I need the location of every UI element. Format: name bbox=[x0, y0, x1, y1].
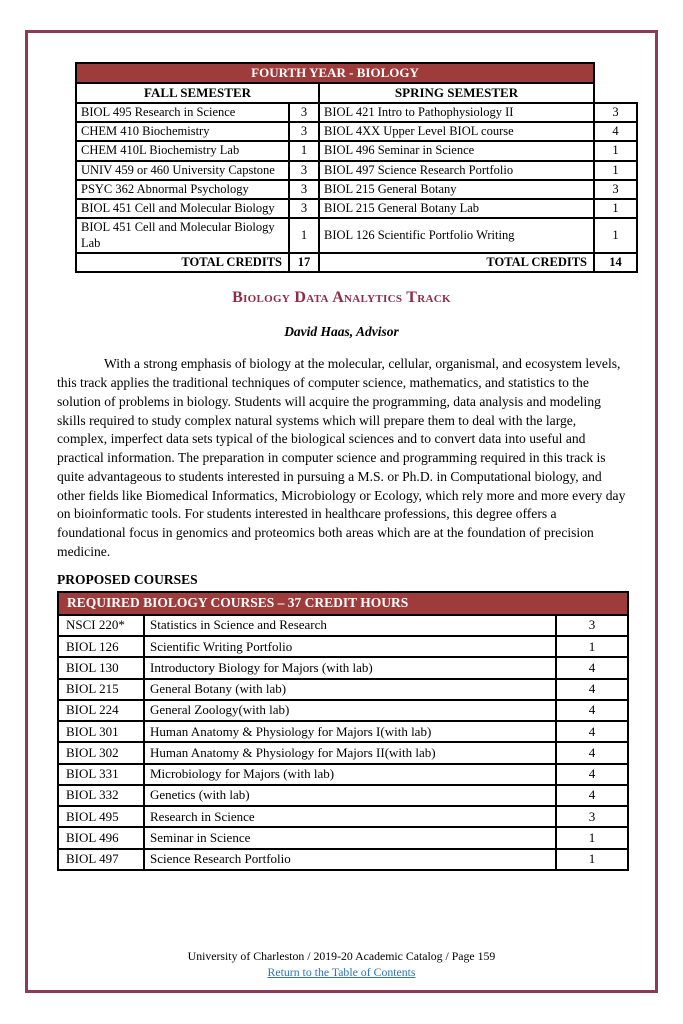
course-title-cell: Seminar in Science bbox=[144, 827, 556, 848]
advisor-line: David Haas, Advisor bbox=[284, 324, 399, 340]
table-row bbox=[76, 122, 637, 141]
spring-credits-cell: 1 bbox=[594, 199, 637, 218]
spring-course-cell: BIOL 4XX Upper Level BIOL course bbox=[319, 122, 594, 141]
course-code-cell: BIOL 332 bbox=[58, 785, 144, 806]
return-to-toc-link[interactable]: Return to the Table of Contents bbox=[267, 965, 416, 979]
fall-course-cell: UNIV 459 or 460 University Capstone bbox=[76, 161, 289, 180]
fall-course-cell: CHEM 410L Biochemistry Lab bbox=[76, 141, 289, 160]
fall-course-cell: BIOL 495 Research in Science bbox=[76, 103, 289, 122]
required-courses-table-title: REQUIRED BIOLOGY COURSES – 37 CREDIT HOURS bbox=[58, 592, 628, 615]
course-code-cell: BIOL 495 bbox=[58, 806, 144, 827]
course-code-cell: BIOL 497 bbox=[58, 849, 144, 870]
course-credits-cell: 4 bbox=[556, 700, 628, 721]
fall-course-cell: BIOL 451 Cell and Molecular Biology Lab bbox=[76, 218, 289, 253]
course-title-cell: General Botany (with lab) bbox=[144, 679, 556, 700]
course-credits-cell: 1 bbox=[556, 849, 628, 870]
page-border-frame bbox=[25, 30, 658, 993]
table-row bbox=[76, 218, 637, 253]
course-title-cell: Scientific Writing Portfolio bbox=[144, 636, 556, 657]
spring-course-cell: BIOL 215 General Botany bbox=[319, 180, 594, 199]
course-credits-cell: 4 bbox=[556, 721, 628, 742]
spring-total-value: 14 bbox=[594, 253, 637, 272]
spring-course-cell: BIOL 497 Science Research Portfolio bbox=[319, 161, 594, 180]
course-credits-cell: 4 bbox=[556, 742, 628, 763]
required-courses-title-row bbox=[58, 592, 628, 615]
spring-course-cell: BIOL 126 Scientific Portfolio Writing bbox=[319, 218, 594, 253]
course-credits-cell: 4 bbox=[556, 679, 628, 700]
course-title-cell: Human Anatomy & Physiology for Majors II(with lab) bbox=[144, 742, 556, 763]
page-footer bbox=[28, 948, 655, 980]
table-row bbox=[58, 636, 628, 657]
spring-semester-header: SPRING SEMESTER bbox=[319, 83, 594, 103]
fourth-year-table bbox=[75, 62, 638, 273]
course-credits-cell: 3 bbox=[556, 806, 628, 827]
table-row bbox=[58, 849, 628, 870]
spring-course-cell: BIOL 496 Seminar in Science bbox=[319, 141, 594, 160]
course-title-cell: Human Anatomy & Physiology for Majors I(with lab) bbox=[144, 721, 556, 742]
total-credits-row bbox=[76, 253, 637, 272]
table-row bbox=[58, 679, 628, 700]
course-code-cell: BIOL 301 bbox=[58, 721, 144, 742]
table-row bbox=[76, 161, 637, 180]
spring-credits-cell: 3 bbox=[594, 103, 637, 122]
table-row bbox=[58, 721, 628, 742]
course-title-cell: Science Research Portfolio bbox=[144, 849, 556, 870]
fall-course-cell: BIOL 451 Cell and Molecular Biology bbox=[76, 199, 289, 218]
course-code-cell: BIOL 126 bbox=[58, 636, 144, 657]
course-code-cell: BIOL 496 bbox=[58, 827, 144, 848]
course-title-cell: Microbiology for Majors (with lab) bbox=[144, 764, 556, 785]
spring-credits-cell: 1 bbox=[594, 141, 637, 160]
track-title: Biology Data Analytics Track bbox=[232, 289, 451, 307]
ghost-cell bbox=[594, 83, 637, 103]
course-code-cell: BIOL 331 bbox=[58, 764, 144, 785]
course-credits-cell: 3 bbox=[556, 615, 628, 636]
proposed-courses-heading: PROPOSED COURSES bbox=[57, 571, 198, 587]
fall-total-value: 17 bbox=[289, 253, 319, 272]
track-description: With a strong emphasis of biology at the molecular, cellular, organismal, and ecosystem levels, this track applies the traditional techniques of computer science, mathematics, and statistics to the solution of problems in biology. Students will acquire the programming, data analysis and modeling skills required to study complex natural systems which will prepare them to deal with the large, complex, imperfect data sets typical of the biological sciences and to convert data into useful and practical information. The preparation in computer science and programming required in this track is quite advantageous to students interested in pursuing a M.S. or Ph.D. in Computational biology, and other fields like Biomedical Informatics, Microbiology or Ecology, which rely more and more every day on bioinformatic tools. For students interested in healthcare professions, this degree offers a foundational focus in genomics and proteomics both areas which are at the foundation of precision medicine. bbox=[57, 356, 626, 560]
spring-credits-cell: 4 bbox=[594, 122, 637, 141]
catalog-line: University of Charleston / 2019-20 Academic Catalog / Page 159 bbox=[187, 949, 496, 963]
table-row bbox=[58, 657, 628, 678]
course-title-cell: Statistics in Science and Research bbox=[144, 615, 556, 636]
course-credits-cell: 4 bbox=[556, 764, 628, 785]
course-code-cell: BIOL 302 bbox=[58, 742, 144, 763]
fall-total-label: TOTAL CREDITS bbox=[76, 253, 289, 272]
course-title-cell: Genetics (with lab) bbox=[144, 785, 556, 806]
fall-credits-cell: 3 bbox=[289, 103, 319, 122]
spring-credits-cell: 1 bbox=[594, 161, 637, 180]
fourth-year-table-title: FOURTH YEAR - BIOLOGY bbox=[76, 63, 594, 83]
fall-credits-cell: 1 bbox=[289, 141, 319, 160]
table-row bbox=[58, 615, 628, 636]
course-code-cell: NSCI 220* bbox=[58, 615, 144, 636]
fall-credits-cell: 1 bbox=[289, 218, 319, 253]
course-credits-cell: 1 bbox=[556, 827, 628, 848]
course-title-cell: Introductory Biology for Majors (with lab) bbox=[144, 657, 556, 678]
course-code-cell: BIOL 215 bbox=[58, 679, 144, 700]
course-credits-cell: 4 bbox=[556, 785, 628, 806]
spring-course-cell: BIOL 215 General Botany Lab bbox=[319, 199, 594, 218]
spring-credits-cell: 3 bbox=[594, 180, 637, 199]
table-row bbox=[76, 141, 637, 160]
spring-credits-cell: 1 bbox=[594, 218, 637, 253]
fall-credits-cell: 3 bbox=[289, 122, 319, 141]
fall-course-cell: CHEM 410 Biochemistry bbox=[76, 122, 289, 141]
course-credits-cell: 4 bbox=[556, 657, 628, 678]
fall-credits-cell: 3 bbox=[289, 180, 319, 199]
spring-course-cell: BIOL 421 Intro to Pathophysiology II bbox=[319, 103, 594, 122]
fourth-year-title-row bbox=[76, 63, 637, 83]
course-code-cell: BIOL 130 bbox=[58, 657, 144, 678]
spring-total-label: TOTAL CREDITS bbox=[319, 253, 594, 272]
table-row bbox=[58, 700, 628, 721]
fall-semester-header: FALL SEMESTER bbox=[76, 83, 319, 103]
fall-course-cell: PSYC 362 Abnormal Psychology bbox=[76, 180, 289, 199]
table-row bbox=[58, 764, 628, 785]
fall-credits-cell: 3 bbox=[289, 199, 319, 218]
table-row bbox=[76, 103, 637, 122]
table-row bbox=[58, 742, 628, 763]
semester-header-row bbox=[76, 83, 637, 103]
required-courses-table bbox=[57, 591, 629, 871]
course-credits-cell: 1 bbox=[556, 636, 628, 657]
ghost-cell bbox=[594, 63, 637, 83]
table-row bbox=[58, 827, 628, 848]
table-row bbox=[76, 180, 637, 199]
course-code-cell: BIOL 224 bbox=[58, 700, 144, 721]
table-row bbox=[76, 199, 637, 218]
fall-credits-cell: 3 bbox=[289, 161, 319, 180]
course-title-cell: General Zoology(with lab) bbox=[144, 700, 556, 721]
course-title-cell: Research in Science bbox=[144, 806, 556, 827]
table-row bbox=[58, 785, 628, 806]
table-row bbox=[58, 806, 628, 827]
